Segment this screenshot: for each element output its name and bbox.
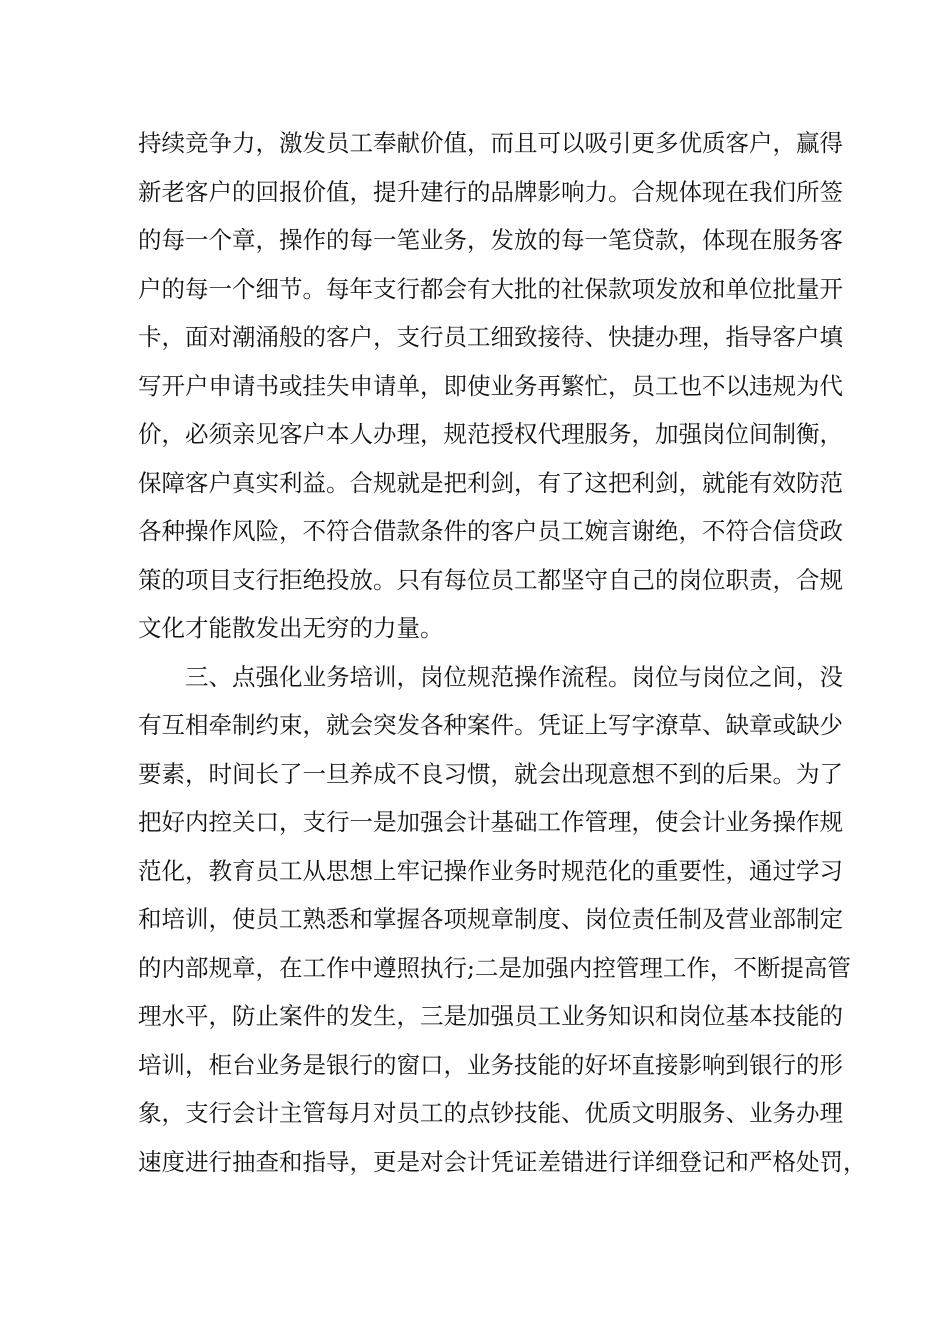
text-line: 新老客户的回报价值，提升建行的品牌影响力。合规体现在我们所签 [138,177,843,206]
text-line: 把好内控关口，支行一是加强会计基础工作管理，使会计业务操作规 [138,808,843,836]
paragraph-last-line: 文化才能散发出无穷的力量。 [138,614,444,642]
text-line: 保障客户真实利益。合规就是把利剑，有了这把利剑，就能有效防范 [138,468,843,497]
text-line: 的每一个章，操作的每一笔业务，发放的每一笔贷款，体现在服务客 [138,226,843,254]
text-line: 象，支行会计主管每月对员工的点钞技能、优质文明服务、业务办理 [138,1099,843,1127]
text-line: 卡，面对潮涌般的客户，支行员工细致接待、快捷办理，指导客户填 [138,323,843,351]
text-line: 策的项目支行拒绝投放。只有每位员工都坚守自己的岗位职责，合规 [138,565,843,594]
text-line: 写开户申请书或挂失申请单，即使业务再繁忙，员工也不以违规为代 [138,371,843,400]
text-line: 价，必须亲见客户本人办理，规范授权代理服务，加强岗位间制衡， [138,420,843,448]
text-line: 有互相牵制约束，就会突发各种案件。凭证上写字潦草、缺章或缺少 [138,711,843,739]
body-text [138,119,867,1186]
text-line: 持续竞争力，激发员工奉献价值，而且可以吸引更多优质客户，赢得 [138,129,843,157]
text-line: 的内部规章，在工作中遵照执行;二是加强内控管理工作，不断提高管 [138,953,851,982]
text-line: 户的每一个细节。每年支行都会有大批的社保款项发放和单位批量开 [138,274,843,303]
text-line: 培训，柜台业务是银行的窗口，业务技能的好坏直接影响到银行的形 [138,1050,843,1079]
text-line: 和培训，使员工熟悉和掌握各项规章制度、岗位责任制及营业部制定 [138,905,843,933]
text-line: 速度进行抽查和指导，更是对会计凭证差错进行详细登记和严格处罚， [138,1147,867,1176]
text-line: 理水平，防止案件的发生，三是加强员工业务知识和岗位基本技能的 [138,1002,843,1030]
text-line: 范化，教育员工从思想上牢记操作业务时规范化的重要性，通过学习 [138,856,843,885]
paragraph-first-line: 三、点强化业务培训，岗位规范操作流程。岗位与岗位之间，没 [185,662,843,691]
text-line: 各种操作风险，不符合借款条件的客户员工婉言谢绝，不符合信贷政 [138,517,843,545]
text-line: 要素，时间长了一旦养成不良习惯，就会出现意想不到的后果。为了 [138,759,843,788]
